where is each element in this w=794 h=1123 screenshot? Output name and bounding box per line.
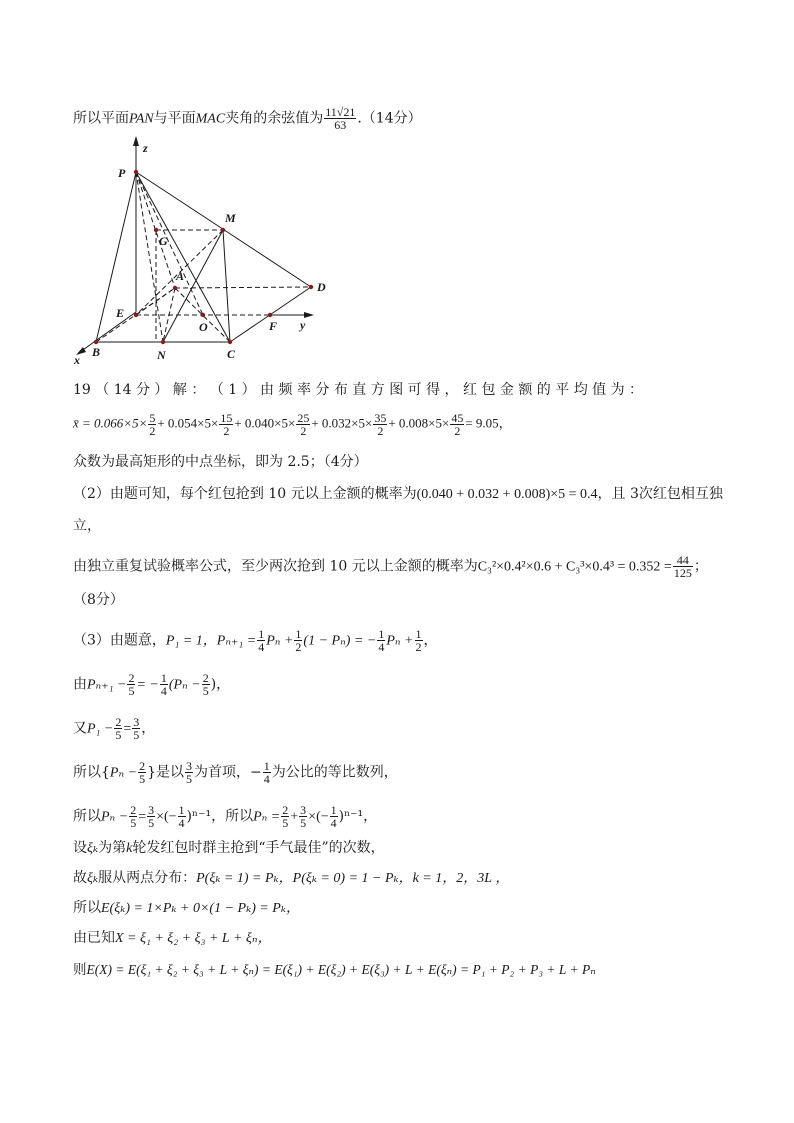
- define-xi-line: 设ξₖ为第k轮发红包时群主抢到“手气最佳”的次数，: [73, 840, 385, 856]
- mean-formula: x̄ = 0.066×5× $\frac{5}{2}$ + 0.054×5× $\frac{15}{2}$ + 0.040×5× $\frac{25}{2}$ + 0.032×5× $\frac{35}{2}$ + 0.008×5× $\frac{45}{2}$ = 9.05，: [73, 411, 512, 438]
- expectation-line: 所以E(ξₖ) = 1×Pₖ + 0×(1 − Pₖ) = Pₖ，: [73, 900, 300, 916]
- recurrence-line: 由Pₙ₊₁ − $\frac{2}{5}$ = − $\frac{1}{4}$ (Pₙ − $\frac{2}{5}$ )，: [73, 671, 231, 698]
- label-c: C: [227, 347, 236, 361]
- score-8: （8分）: [73, 592, 124, 608]
- part2-cont: 立，: [73, 518, 101, 534]
- initial-line: 又P₁ − $\frac{2}{5}$ = $\frac{3}{5}$ ，: [73, 715, 156, 742]
- mode-line: 众数为最高矩形的中点坐标，即为 2.5；（4分）: [73, 454, 368, 470]
- label-x: x: [74, 353, 80, 364]
- label-y: y: [300, 318, 306, 332]
- probability-line: 由独立重复试验概率公式，至少两次抢到 10 元以上金额的概率为C₃²×0.4²×0.6 + C₃³×0.4³ = 0.352 = $\frac{44}{125}$ ；: [73, 553, 708, 580]
- cosine-fraction: $\frac{11√21}{63}$: [325, 105, 356, 132]
- general-term-line: 所以Pₙ − $\frac{2}{5}$ = $\frac{3}{5}$ ×(− $\frac{1}{4}$ )ⁿ⁻¹，所以Pₙ = $\frac{2}{5}$ + $\frac{3}{5}$ ×(− $\frac{1}{4}$ )ⁿ⁻¹，: [73, 803, 378, 830]
- label-n: N: [157, 348, 166, 362]
- geometric-line: 所以{Pₙ − $\frac{2}{5}$ }是以 $\frac{3}{5}$ 为首项，− $\frac{1}{4}$ 为公比的等比数列，: [73, 759, 398, 786]
- label-p: P: [118, 166, 126, 180]
- label-f: F: [269, 319, 278, 333]
- q19-heading: 19 （ 14 分 ） 解 ： （ 1 ） 由 频 率 分 布 直 方 图 可 得 ， 红 包 金 额 的 平 均 值 为 ：: [73, 382, 644, 398]
- label-o: O: [199, 320, 208, 334]
- label-a: A: [176, 269, 185, 283]
- label-d: D: [317, 280, 326, 294]
- distribution-line: 故ξₖ服从两点分布：P(ξₖ = 1) = Pₖ，P(ξₖ = 0) = 1 − Pₖ，k = 1，2，3L ，: [73, 870, 510, 886]
- label-b: B: [92, 345, 101, 359]
- sum-line: 由已知X = ξ₁ + ξ₂ + ξ₃ + L + ξₙ，: [73, 930, 272, 946]
- part3-line: （3）由题意，P₁ = 1，Pₙ₊₁ = $\frac{1}{4}$ Pₙ + $\frac{1}{2}$ (1 − Pₙ) = − $\frac{1}{4}$ Pₙ + $\frac{1}{2}$ ，: [73, 627, 438, 654]
- conclusion-line: 所以平面PAN与平面MAC夹角的余弦值为 $\frac{11√21}{63}$ .（14分）: [73, 105, 422, 132]
- pyramid-figure: [70, 134, 330, 364]
- label-g: G: [159, 234, 168, 248]
- label-e: E: [116, 306, 125, 320]
- label-z: z: [143, 141, 148, 155]
- total-expectation-line: 则E(X) = E(ξ₁ + ξ₂ + ξ₃ + L + ξₙ) = E(ξ₁) + E(ξ₂) + E(ξ₃) + L + E(ξₙ) = P₁ + P₂ + P₃ + L + Pₙ: [73, 962, 596, 978]
- label-m: M: [225, 211, 236, 225]
- part2-line: （2）由题可知，每个红包抢到 10 元以上金额的概率为(0.040 + 0.032 + 0.008)×5 = 0.4，且 3次红包相互独: [73, 486, 723, 502]
